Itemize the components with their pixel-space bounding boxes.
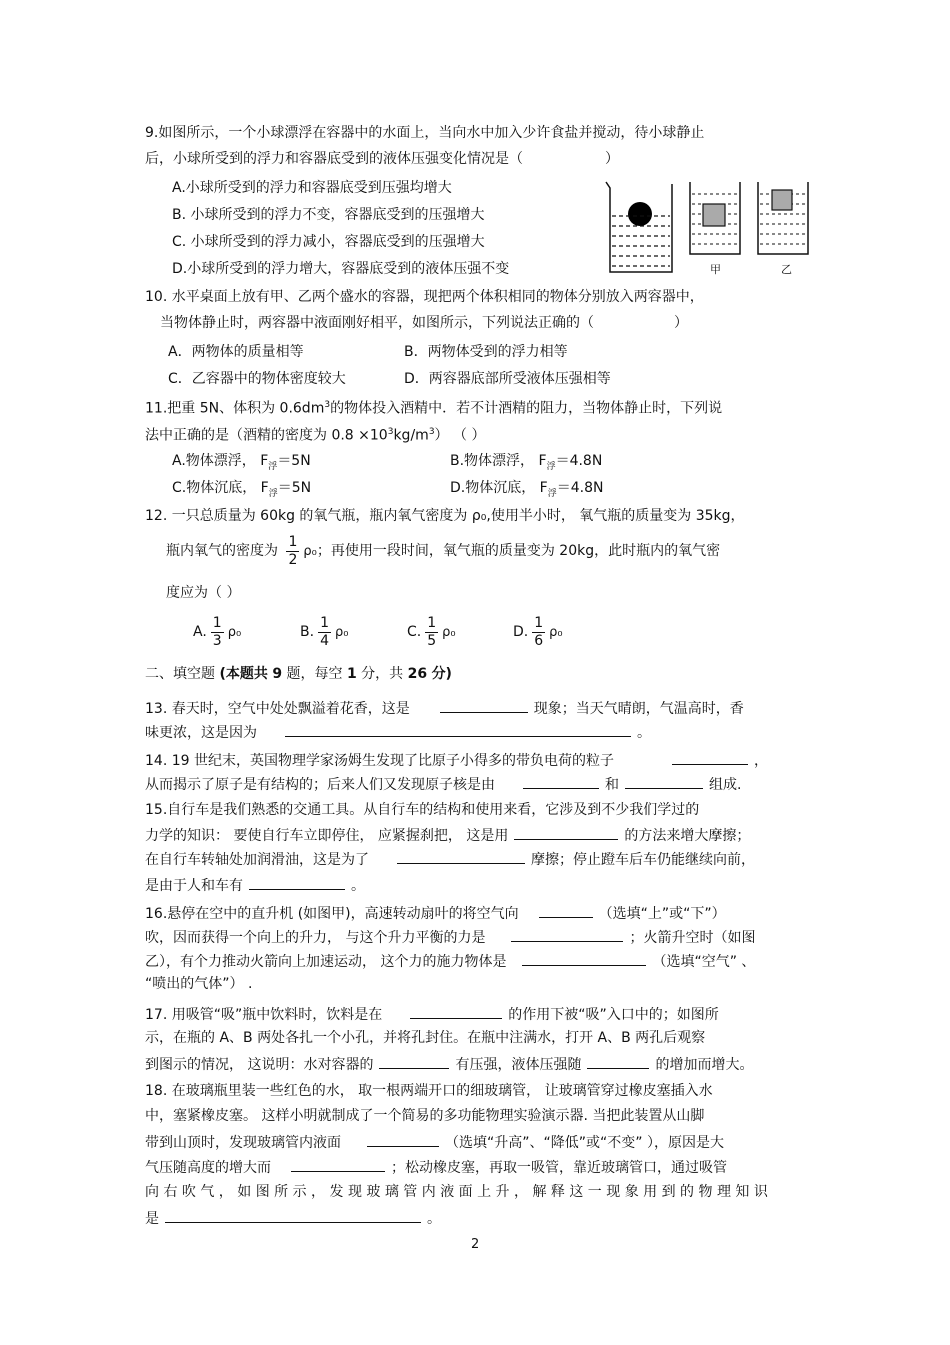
q16-blank-3[interactable] xyxy=(522,950,646,966)
q16-line3: 乙），有个力推动火箭向上加速运动， 这个力的施力物体是 （选填“空气” 、 xyxy=(145,950,755,972)
q18-line5: 向 右 吹 气 ， 如 图 所 示 ， 发 现 玻 璃 管 内 液 面 上 升 ， 解 释 这 一 现 象 用 到 的 物 理 知 识 xyxy=(145,1184,768,1200)
q17-blank-1[interactable] xyxy=(410,1003,502,1019)
q13-blank-2[interactable] xyxy=(285,721,631,737)
label-yi: 乙 xyxy=(781,263,792,276)
q9-option-c: C. 小球所受到的浮力减小，容器底受到的压强增大 xyxy=(172,234,485,250)
q15-line2: 力学的知识： 要使自行车立即停住， 应紧握刹把， 这是用 的方法来增大摩擦； xyxy=(145,824,750,846)
q17-line3: 到图示的情况， 这说明：水对容器的 有压强，液体压强随 的增加而增大。 xyxy=(145,1053,753,1075)
q14-blank-1[interactable] xyxy=(672,749,748,765)
q12-option-d: D. $\frac{1}{6}$ ρ₀ xyxy=(513,614,563,649)
q16-line2: 吹，因而获得一个向上的升力， 与这个升力平衡的力是 ；火箭升空时（如图 xyxy=(145,926,755,948)
container-jia-figure xyxy=(688,182,742,256)
container-yi-figure xyxy=(756,182,810,256)
q14-blank-2[interactable] xyxy=(523,773,599,789)
q9-option-d: D.小球所受到的浮力增大，容器底受到的液体压强不变 xyxy=(172,261,510,277)
q18-blank-2[interactable] xyxy=(291,1156,385,1172)
q15-blank-2[interactable] xyxy=(397,848,525,864)
q14-line1: 14. 19 世纪末，英国物理学家汤姆生发现了比原子小得多的带负电荷的粒子 ， xyxy=(145,749,768,771)
q15-line3: 在自行车转轴处加润滑油，这是为了 摩擦；停止蹬车后车仍能继续向前， xyxy=(145,848,755,870)
q18-line3: 带到山顶时，发现玻璃管内液面 （选填“升高”、“降低”或“不变” ），原因是大 xyxy=(145,1131,724,1153)
q11-line2: 法中正确的是（酒精的密度为 $0.8 \times 10^3kg/m^3$） （ ） xyxy=(145,427,486,444)
beaker-ball-figure xyxy=(600,180,680,275)
q18-line1: 18. 在玻璃瓶里装一些红色的水， 取一根两端开口的细玻璃管， 让玻璃管穿过橡皮塞插入水 xyxy=(145,1083,713,1099)
q13-line1: 13. 春天时，空气中处处飘溢着花香，这是 现象；当天气晴朗，气温高时，香 xyxy=(145,697,744,719)
q17-blank-2[interactable] xyxy=(379,1053,449,1069)
q12-line2: 瓶内氧气的密度为 $\frac{1}{2}$ ρ₀；再使用一段时间，氧气瓶的质量变为 20kg，此时瓶内的氧气密 xyxy=(166,533,721,568)
q15-line4: 是由于人和车有 。 xyxy=(145,874,365,896)
q12-option-fraction: $\frac{1}{3}$ xyxy=(212,614,222,649)
q12-option-fraction: $\frac{1}{6}$ xyxy=(534,614,544,649)
q11-option-a: A.物体漂浮， $F_浮=5N$ xyxy=(172,453,311,472)
q18-blank-1[interactable] xyxy=(367,1131,439,1147)
q10-option-c: C．乙容器中的物体密度较大 xyxy=(168,371,346,387)
q9-option-b: B. 小球所受到的浮力不变，容器底受到的压强增大 xyxy=(172,207,485,223)
q12-line1: 12. 一只总质量为 60kg 的氧气瓶，瓶内氧气密度为 ρ₀,使用半小时， 氧气瓶的质量变为 35kg， xyxy=(145,508,745,524)
q12-fraction-half: $\frac{1}{2}$ xyxy=(288,533,298,568)
q9-option-a: A.小球所受到的浮力和容器底受到压强均增大 xyxy=(172,180,452,196)
q16-line1: 16.悬停在空中的直升机 (如图甲)，高速转动扇叶的将空气向 （选填“上”或“下”） xyxy=(145,902,726,924)
q15-blank-3[interactable] xyxy=(249,874,345,890)
q10-option-a: A．两物体的质量相等 xyxy=(168,344,304,360)
q16-line4: “喷出的气体”） . xyxy=(145,976,253,992)
q12-option-b: B. $\frac{1}{4}$ ρ₀ xyxy=(300,614,349,649)
q18-line4: 气压随高度的增大而 ；松动橡皮塞，再取一吸管，靠近玻璃管口，通过吸管 xyxy=(145,1156,727,1178)
q14-blank-3[interactable] xyxy=(625,773,703,789)
q10-line2: 当物体静止时，两容器中液面刚好相平，如图所示，下列说法正确的（ ） xyxy=(160,315,688,331)
q17-line1: 17. 用吸管“吸”瓶中饮料时，饮料是在 的作用下被“吸”入口中的；如图所 xyxy=(145,1003,719,1025)
section-2-heading: 二、填空题 (本题共 9 题，每空 1 分，共 26 分) xyxy=(145,666,452,682)
q17-blank-3[interactable] xyxy=(587,1053,649,1069)
q18-line2: 中，塞紧橡皮塞。 这样小明就制成了一个简易的多功能物理实验演示器. 当把此装置从山脚 xyxy=(145,1108,705,1124)
q18-blank-3[interactable] xyxy=(165,1207,421,1223)
q13-line2: 味更浓，这是因为 。 xyxy=(145,721,651,743)
q18-line6: 是 。 xyxy=(145,1207,441,1229)
q16-blank-2[interactable] xyxy=(511,926,623,942)
q12-line3: 度应为（ ） xyxy=(166,585,241,601)
q10-option-b: B．两物体受到的浮力相等 xyxy=(404,344,568,360)
q11-option-c: C.物体沉底， $F_浮=5N$ xyxy=(172,480,312,499)
label-jia: 甲 xyxy=(710,263,721,276)
q12-option-fraction: $\frac{1}{5}$ xyxy=(427,614,437,649)
q12-option-fraction: $\frac{1}{4}$ xyxy=(320,614,329,649)
q11-line1: 11.把重 5N、体积为 $0.6dm^3$的物体投入酒精中．若不计酒精的阻力，当物体静止时，下列说 xyxy=(145,400,723,417)
page-number: 2 xyxy=(471,1237,480,1252)
q16-blank-1[interactable] xyxy=(539,902,593,918)
q11-option-b: B.物体漂浮， $F_浮=4.8N$ xyxy=(450,453,603,472)
q15-blank-1[interactable] xyxy=(514,824,618,840)
q10-option-d: D．两容器底部所受液体压强相等 xyxy=(404,371,611,387)
q10-line1: 10. 水平桌面上放有甲、乙两个盛水的容器，现把两个体积相同的物体分别放入两容器中， xyxy=(145,289,704,305)
q17-line2: 示，在瓶的 A、B 两处各扎一个小孔，并将孔封住。在瓶中注满水，打开 A、B 两孔后观察 xyxy=(145,1030,706,1046)
q12-option-c: C. $\frac{1}{5}$ ρ₀ xyxy=(407,614,456,649)
q12-option-a: A. $\frac{1}{3}$ ρ₀ xyxy=(193,614,242,649)
q14-line2: 从而揭示了原子是有结构的；后来人们又发现原子核是由 和 组成. xyxy=(145,773,741,795)
q9-line1: 9.如图所示，一个小球漂浮在容器中的水面上，当向水中加入少许食盐并搅动，待小球静止 xyxy=(145,125,705,141)
q9-line2: 后，小球所受到的浮力和容器底受到的液体压强变化情况是（ ） xyxy=(145,151,619,167)
q15-line1: 15.自行车是我们熟悉的交通工具。从自行车的结构和使用来看，它涉及到不少我们学过的 xyxy=(145,802,700,818)
q11-option-d: D.物体沉底， $F_浮=4.8N$ xyxy=(450,480,604,499)
q13-blank-1[interactable] xyxy=(440,697,528,713)
